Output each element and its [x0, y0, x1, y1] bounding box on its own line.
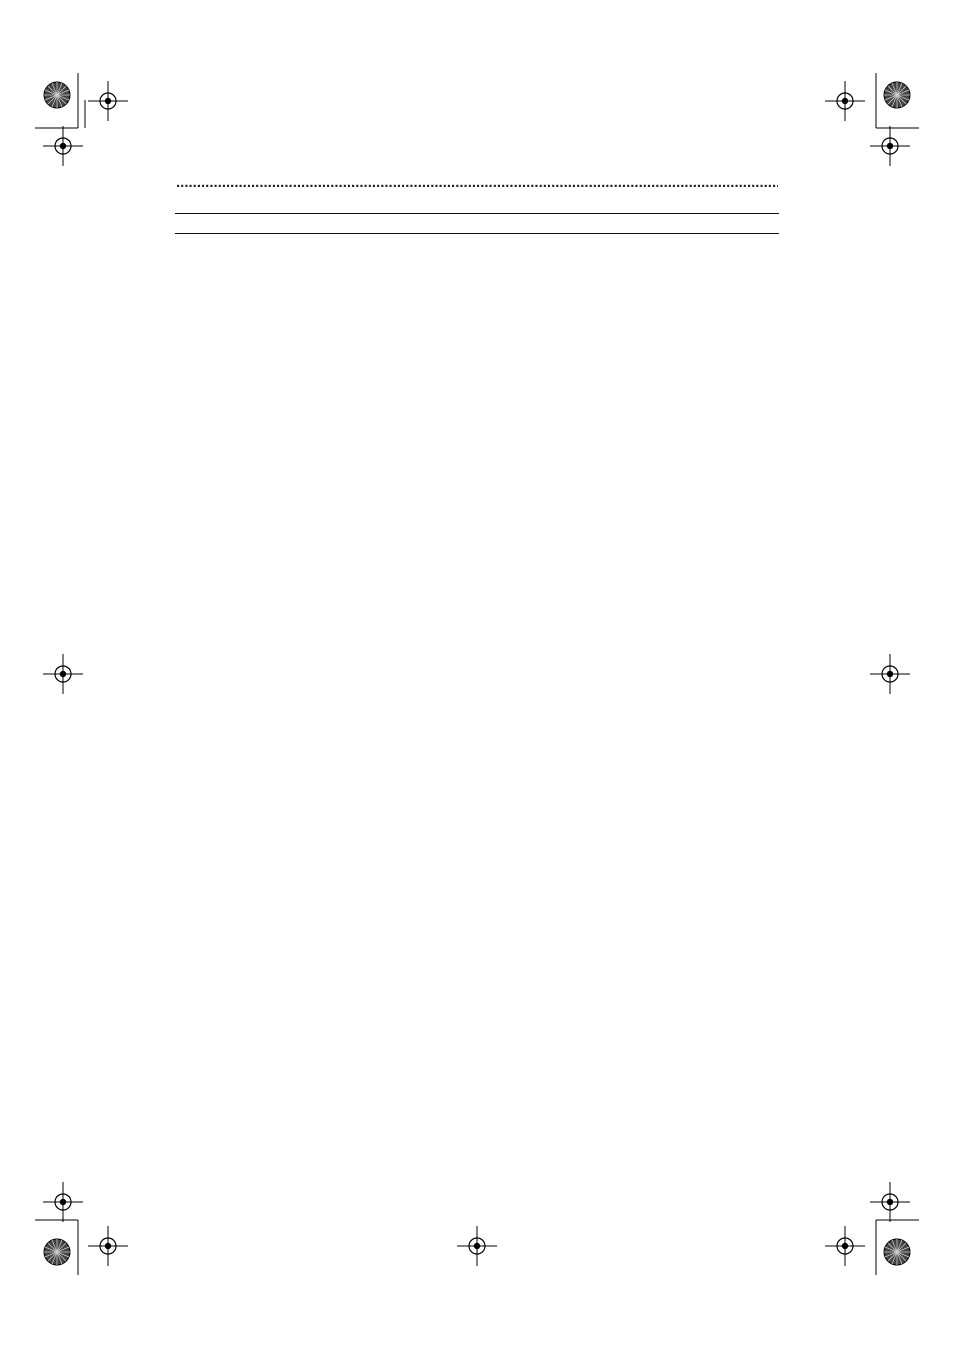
- chapter-4-section: [175, 228, 779, 234]
- chapter-3-title: [175, 208, 779, 214]
- middle-marks: [43, 654, 910, 694]
- toc-entry-storing-originals[interactable]: [175, 172, 779, 194]
- leader-dots: [176, 172, 778, 194]
- top-left-marks: [35, 73, 128, 166]
- bottom-left-marks: [35, 1182, 128, 1275]
- bottom-center-marks: [457, 1226, 497, 1266]
- table-of-contents: [175, 172, 779, 239]
- top-right-marks: [825, 73, 919, 166]
- chapter-3-section: [175, 208, 779, 214]
- bottom-right-marks: [825, 1182, 919, 1275]
- chapter-4-title: [175, 228, 779, 234]
